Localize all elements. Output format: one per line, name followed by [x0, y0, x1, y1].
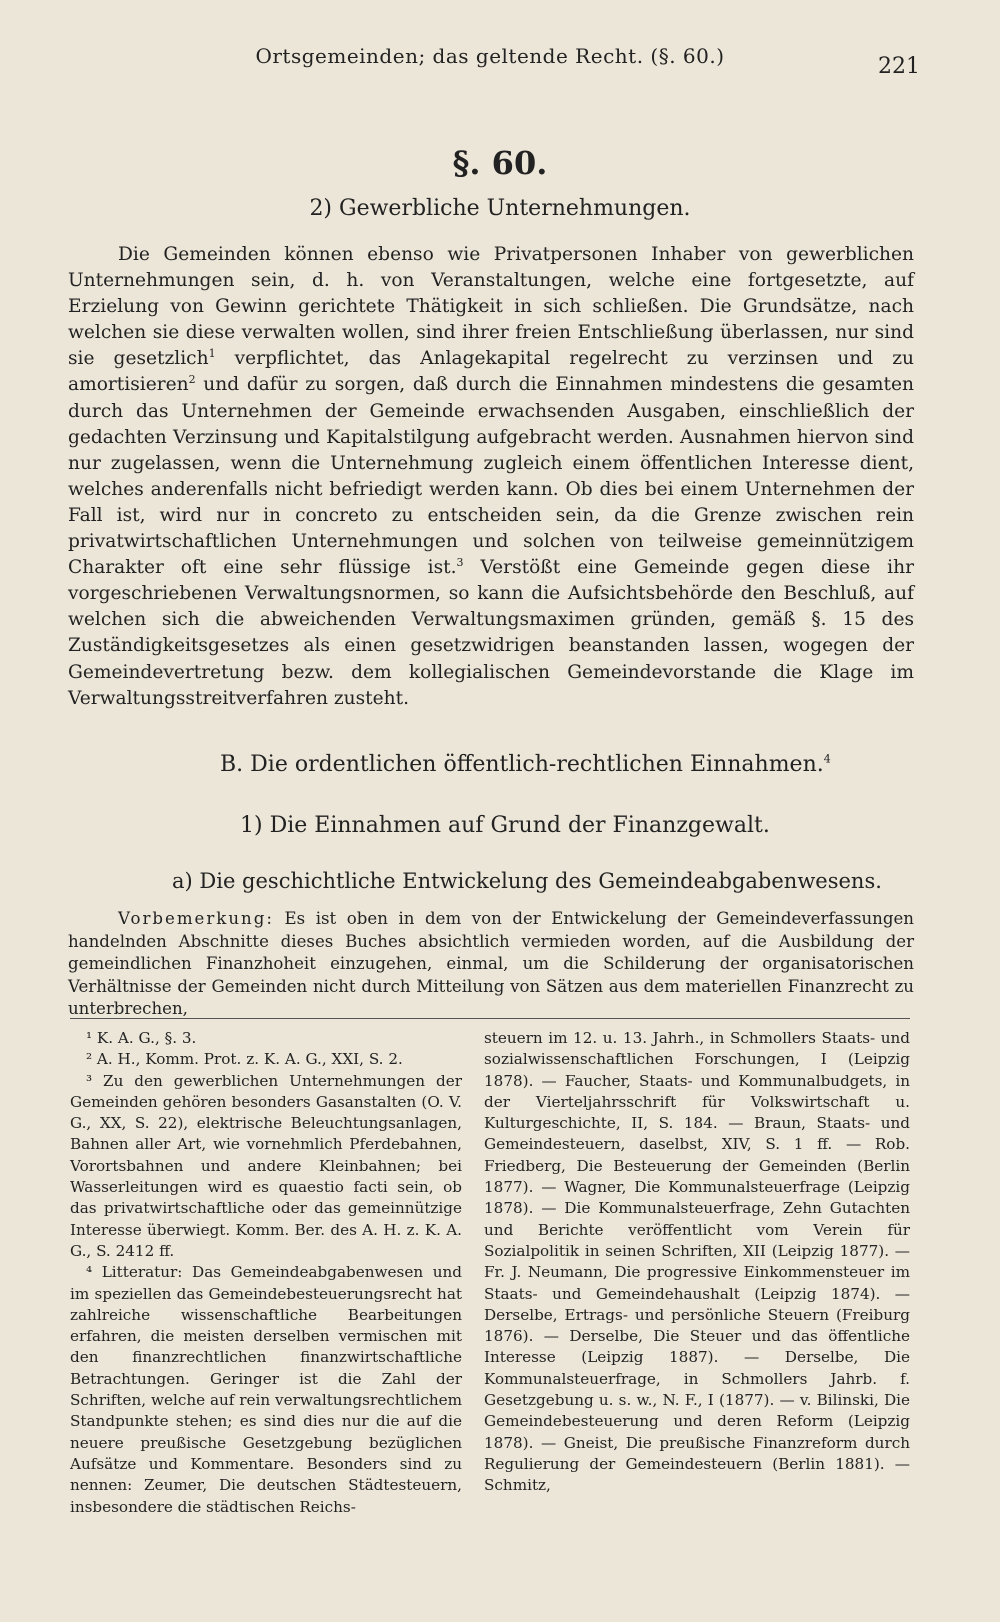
heading-subsection-a: a) Die geschichtliche Entwickelung des Gemeindeabgabenwesens.	[172, 869, 882, 893]
remark-body: Es ist oben in dem von der Entwickelung der Gemeindeverfassungen handelnden Abschnitte dieses Buches absichtlich vermieden worden, auf die Ausbildung der gemeindlichen Finanzhoheit einzugehen, einmal, um die Schilderung der organisatorischen Verhältnisse der Gemeinden nicht durch Mitteilung von Sätzen aus dem materiellen Finanzrecht zu unterbrechen,	[68, 909, 914, 1018]
heading-text: B. Die ordentlichen öffentlich-rechtlichen Einnahmen.	[220, 752, 824, 777]
footnote-3: ³ Zu den gewerblichen Unternehmungen der Gemeinden gehören besonders Gasanstalten (O. V. G., XX, S. 22), elektrische Beleuchtungsanlagen, Bahnen aller Art, wie vornehmlich Pferdebahnen, Vorortsbahnen und andere Kleinbahnen; bei Wasserleitungen wird es quaestio facti sein, ob das privatwirtschaftliche oder das gemeinnützige Interesse überwiegt. Komm. Ber. des A. H. z. K. A. G., S. 2412 ff.	[70, 1071, 462, 1260]
text-run: Die Gemeinden können ebenso wie Privatpersonen Inhaber von gewerblichen Unternehmungen sein, d. h. von Veranstaltungen, welche eine fortgesetzte, auf Erzielung von Gewinn gerichtete Thätigkeit in sich schließen. Die Grundsätze, nach welchen sie diese verwalten wollen, sind ihrer freien Entschließung überlassen, nur sind sie gesetzlich	[68, 244, 914, 370]
footnote-ref: 2	[188, 373, 196, 387]
section-number: §. 60.	[452, 144, 548, 182]
text-run: verpflichtet, das Anlagekapital regelrecht zu verzinsen und zu amortisieren	[68, 348, 914, 396]
text-run: Verstößt eine Gemeinde gegen diese ihr vorgeschriebenen Verwaltungsnormen, so kann die Aufsichtsbehörde den Beschluß, auf welchen sich die abweichenden Verwaltungsmaximen gründen, gemäß §. 15 des Zuständigkeitsgesetzes als einen gesetzwidrigen beanstanden lassen, wogegen der Gemeindevertretung bezw. dem kollegialischen Gemeindevorstande die Klage im Verwaltungsstreitverfahren zusteht.	[68, 557, 914, 709]
preliminary-remark	[68, 908, 914, 1021]
text-run: und dafür zu sorgen, daß durch die Einnahmen mindestens die gesamten durch das Unternehmen der Gemeinde erwachsenden Ausgaben, einschließlich der gedachten Verzinsung und Kapitalstilgung aufgebracht werden. Ausnahmen hiervon sind nur zugelassen, wenn die Unternehmung zugleich einem öffentlichen Interesse dient, welches anderenfalls nicht befriedigt werden kann. Ob dies bei einem Unternehmen der Fall ist, wird nur in concreto zu entscheiden sein, da die Grenze zwischen rein privatwirtschaftlichen Unternehmungen und solchen von teilweise gemeinnützigem Charakter oft eine sehr flüssige ist.	[68, 374, 914, 579]
footnote-1: ¹ K. A. G., §. 3.	[86, 1029, 197, 1047]
footnote-4: ⁴ Litteratur: Das Gemeindeabgabenwesen und im speziellen das Gemeindebesteuerungsrecht hat zahlreiche wissenschaftliche Bearbeitungen erfahren, die meisten derselben vermischen mit den finanzrechtlichen finanzwirtschaftliche Betrachtungen. Geringer ist die Zahl der Schriften, welche auf rein verwaltungsrechtlichem Standpunkte stehen; es sind dies nur die auf die neuere preußische Gesetzgebung bezüglichen Aufsätze und Kommentare. Besonders sind zu nennen: Zeumer, Die deutschen Städtesteuern, insbesondere die städtischen Reichs-	[70, 1263, 462, 1516]
running-header	[60, 42, 920, 82]
section-title: 2) Gewerbliche Unternehmungen.	[309, 196, 691, 221]
footnotes-right-column	[484, 1028, 910, 1497]
page-number: 221	[878, 54, 920, 79]
heading-part-b	[220, 752, 831, 777]
running-title: Ortsgemeinden; das geltende Recht. (§. 60.)	[255, 44, 725, 68]
paragraph-text	[68, 242, 914, 712]
footnote-2: ² A. H., Komm. Prot. z. K. A. G., XXI, S. 2.	[86, 1050, 403, 1069]
footnote-4-continued: steuern im 12. u. 13. Jahrh., in Schmollers Staats- und sozialwissenschaftlichen Forschungen, I (Leipzig 1878). — Faucher, Staats- und Kommunalbudgets, in der Vierteljahrsschrift für Volkswirtschaft u. Kulturgeschichte, II, S. 184. — Braun, Staats- und Gemeindesteuern, daselbst, XIV, S. 1 ff. — Rob. Friedberg, Die Besteuerung der Gemeinden (Berlin 1877). — Wagner, Die Kommunalsteuerfrage (Leipzig 1878). — Die Kommunalsteuerfrage, Zehn Gutachten und Berichte veröffentlicht vom Verein für Sozialpolitik in seinen Schriften, XII (Leipzig 1877). — Fr. J. Neumann, Die progressive Einkommensteuer im Staats- und Gemeindehaushalt (Leipzig 1874). — Derselbe, Ertrags- und persönliche Steuern (Freiburg 1876). — Derselbe, Die Steuer und das öffentliche Interesse (Leipzig 1887). — Derselbe, Die Kommunalsteuerfrage, in Schmollers Jahrb. f. Gesetzgebung u. s. w., N. F., I (1877). — v. Bilinski, Die Gemeindebesteuerung und deren Reform (Leipzig 1878). — Gneist, Die preußische Finanzreform durch Regulierung der Gemeindesteuern (Berlin 1881). — Schmitz,	[484, 1029, 910, 1495]
remark-label: Vorbemerkung:	[118, 909, 274, 928]
remark-text	[68, 908, 914, 1021]
footnote-ref: 3	[456, 555, 464, 569]
heading-subsection-1: 1) Die Einnahmen auf Grund der Finanzgewalt.	[240, 813, 770, 838]
footnote-divider	[70, 1018, 910, 1019]
footnote-ref: 1	[208, 347, 216, 361]
footnote-ref: 4	[823, 752, 831, 766]
footnotes-left-column	[70, 1028, 462, 1518]
main-paragraph	[68, 242, 914, 712]
